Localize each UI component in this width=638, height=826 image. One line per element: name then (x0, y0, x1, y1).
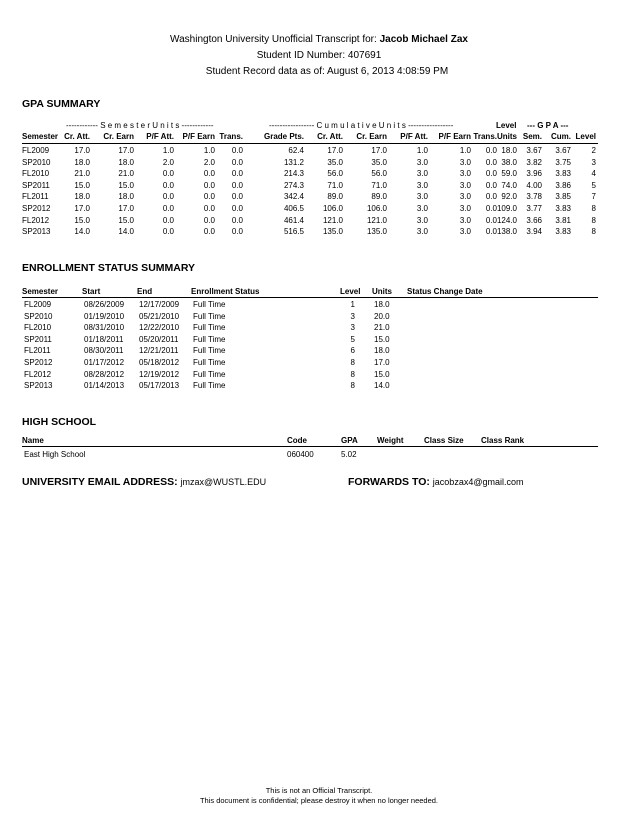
gpa-cell-0: SP2012 (22, 204, 51, 213)
gpa-cell-6: 342.4 (283, 192, 304, 202)
hs-col-header-2: GPA (341, 436, 358, 445)
gpa-cell-10: 3.0 (459, 204, 471, 213)
gpa-cell-15: 4 (591, 169, 596, 179)
gpa-col-header-9: P/F Att. (400, 132, 428, 141)
gpa-cell-6: 516.5 (283, 227, 304, 237)
enr-cell-3: Full Time (193, 300, 226, 309)
gpa-cell-11: 0.0 (485, 192, 497, 202)
gpa-cell-3: 0.0 (162, 204, 174, 213)
gpa-cell-10: 3.0 (459, 157, 471, 167)
enr-cell-2: 05/21/2010 (139, 311, 180, 321)
gpa-cell-1: 21.0 (74, 169, 90, 179)
hs-cell-1: 060400 (287, 450, 314, 459)
enr-cell-1: 08/28/2012 (84, 369, 125, 379)
gpa-cell-3: 1.0 (162, 146, 174, 155)
enr-cell-1: 01/19/2010 (84, 311, 125, 321)
gpa-cell-14: 3.67 (555, 146, 571, 155)
gpa-cell-3: 0.0 (162, 215, 174, 225)
gpa-cell-10: 3.0 (459, 215, 471, 225)
gpa-cell-8: 71.0 (371, 180, 387, 190)
gpa-cell-9: 3.0 (416, 215, 428, 225)
enr-cell-0: SP2012 (24, 358, 53, 367)
gpa-cell-11: 0.0 (485, 146, 497, 155)
gpa-cell-12: 109.0 (496, 204, 517, 213)
gpa-cell-14: 3.81 (555, 215, 571, 225)
semester-units-group: ------------ S e m e s t e r U n i t s ------------ (66, 121, 214, 130)
gpa-cell-14: 3.75 (555, 157, 571, 167)
gpa-cell-7: 89.0 (327, 192, 343, 202)
enr-cell-4: 1 (350, 300, 355, 309)
gpa-cell-5: 0.0 (231, 169, 243, 179)
enr-cell-3: Full Time (193, 346, 226, 356)
enr-cell-0: SP2011 (24, 334, 52, 344)
gpa-cell-9: 3.0 (416, 204, 428, 213)
gpa-cell-15: 5 (591, 180, 596, 190)
enr-cell-3: Full Time (193, 334, 226, 344)
gpa-cell-13: 3.77 (526, 204, 542, 213)
enr-cell-4: 8 (350, 381, 355, 391)
gpa-cell-14: 3.85 (555, 192, 571, 202)
gpa-cell-1: 17.0 (74, 204, 90, 213)
gpa-cell-9: 3.0 (416, 157, 428, 167)
gpa-cell-4: 0.0 (203, 204, 215, 213)
gpa-cell-3: 0.0 (162, 192, 174, 202)
gpa-cell-12: 59.0 (501, 169, 517, 179)
gpa-cell-0: SP2011 (22, 180, 50, 190)
gpa-col-header-7: Cr. Att. (317, 132, 343, 141)
gpa-col-header-13: Sem. (522, 132, 542, 141)
gpa-cell-4: 2.0 (203, 157, 215, 167)
enrollment-divider (22, 297, 598, 298)
gpa-cell-0: FL2009 (22, 146, 50, 155)
enr-cell-3: Full Time (193, 311, 226, 321)
enr-cell-1: 01/18/2011 (84, 334, 124, 344)
gpa-cell-8: 17.0 (371, 146, 387, 155)
gpa-col-header-1: Cr. Att. (64, 132, 90, 141)
enr-cell-4: 5 (350, 334, 355, 344)
enr-cell-0: FL2009 (24, 300, 52, 309)
gpa-cell-3: 0.0 (162, 169, 174, 179)
title-prefix: Washington University Unofficial Transcript for: (170, 34, 377, 45)
gpa-cell-15: 8 (591, 227, 596, 237)
enr-cell-5: 21.0 (374, 323, 390, 333)
enr-cell-1: 08/31/2010 (84, 323, 125, 333)
transcript-title (0, 34, 638, 45)
gpa-cell-2: 18.0 (118, 157, 134, 167)
forward-line (348, 476, 523, 488)
hs-col-header-1: Code (287, 436, 307, 445)
enr-cell-4: 6 (350, 346, 355, 356)
gpa-cell-3: 2.0 (162, 157, 174, 167)
enr-cell-2: 05/20/2011 (139, 334, 179, 344)
gpa-cell-11: 0.0 (485, 215, 497, 225)
gpa-cell-1: 18.0 (74, 157, 90, 167)
gpa-cell-0: FL2012 (22, 215, 50, 225)
gpa-col-header-6: Grade Pts. (263, 132, 304, 141)
gpa-col-header-5: Trans. (219, 132, 243, 141)
gpa-cell-9: 1.0 (416, 146, 428, 155)
gpa-cell-9: 3.0 (416, 180, 428, 190)
gpa-cell-0: FL2010 (22, 169, 50, 179)
enr-cell-2: 12/17/2009 (139, 300, 180, 309)
gpa-cell-15: 8 (591, 204, 596, 213)
gpa-cell-10: 1.0 (459, 146, 471, 155)
gpa-cell-13: 3.96 (526, 169, 542, 179)
gpa-cell-4: 0.0 (203, 227, 215, 237)
gpa-cell-12: 92.0 (501, 192, 517, 202)
gpa-cell-6: 131.2 (283, 157, 304, 167)
gpa-cell-11: 0.0 (485, 157, 497, 167)
student-name: Jacob Michael Zax (379, 34, 468, 45)
gpa-cell-1: 14.0 (74, 227, 90, 237)
level-group: Level (496, 121, 517, 130)
gpa-cell-13: 3.82 (526, 157, 542, 167)
enr-cell-2: 05/18/2012 (139, 358, 180, 367)
gpa-cell-5: 0.0 (231, 192, 243, 202)
gpa-cell-2: 17.0 (118, 146, 134, 155)
gpa-cell-6: 214.3 (283, 169, 304, 179)
gpa-cell-1: 15.0 (74, 180, 90, 190)
gpa-cell-4: 0.0 (203, 169, 215, 179)
gpa-cell-12: 124.0 (496, 215, 517, 225)
gpa-cell-14: 3.83 (555, 204, 571, 213)
gpa-cell-11: 0.0 (485, 169, 497, 179)
enr-cell-1: 01/14/2013 (84, 381, 125, 391)
student-id: Student ID Number: 407691 (256, 50, 382, 61)
enr-cell-2: 12/21/2011 (139, 346, 179, 356)
gpa-cell-9: 3.0 (416, 227, 428, 237)
gpa-cell-11: 0.0 (485, 180, 497, 190)
gpa-cell-7: 135.0 (322, 227, 343, 237)
enr-cell-2: 12/22/2010 (139, 323, 180, 333)
enr-cell-5: 14.0 (374, 381, 390, 391)
gpa-cell-7: 121.0 (322, 215, 343, 225)
enr-cell-3: Full Time (193, 358, 226, 367)
enr-cell-4: 3 (350, 323, 355, 333)
gpa-cell-8: 35.0 (371, 157, 387, 167)
gpa-cell-15: 7 (591, 192, 596, 202)
footer-line-1: This is not an Official Transcript. (265, 786, 373, 795)
gpa-cell-10: 3.0 (459, 169, 471, 179)
gpa-col-header-8: Cr. Earn (356, 132, 387, 141)
enr-cell-4: 8 (350, 369, 355, 379)
record-date: Student Record data as of: August 6, 2013 4:08:59 PM (205, 66, 449, 77)
gpa-cell-8: 106.0 (366, 204, 387, 213)
gpa-summary-title: GPA SUMMARY (22, 98, 101, 110)
hs-cell-2: 5.02 (341, 450, 357, 459)
gpa-cell-4: 1.0 (203, 146, 215, 155)
gpa-cell-5: 0.0 (231, 215, 243, 225)
gpa-cell-12: 138.0 (496, 227, 517, 237)
gpa-cell-0: SP2010 (22, 157, 51, 167)
gpa-cell-13: 3.94 (526, 227, 542, 237)
gpa-cell-7: 35.0 (327, 157, 343, 167)
enr-col-header-0: Semester (22, 287, 59, 296)
enr-col-header-2: End (137, 287, 153, 296)
gpa-cell-13: 3.67 (526, 146, 542, 155)
gpa-cell-6: 62.4 (288, 146, 304, 155)
enr-cell-0: FL2012 (24, 369, 52, 379)
gpa-cell-5: 0.0 (231, 204, 243, 213)
enr-cell-1: 08/30/2011 (84, 346, 124, 356)
enr-cell-5: 18.0 (374, 346, 390, 356)
gpa-cell-14: 3.83 (555, 169, 571, 179)
hs-col-header-3: Weight (377, 436, 404, 445)
gpa-cell-13: 4.00 (526, 180, 542, 190)
gpa-cell-5: 0.0 (231, 146, 243, 155)
hs-col-header-0: Name (22, 436, 44, 445)
email-line (22, 476, 266, 488)
gpa-cell-7: 71.0 (327, 180, 343, 190)
enr-col-header-5: Units (372, 287, 392, 296)
forward-value: jacobzax4@gmail.com (432, 477, 524, 487)
enrollment-title: ENROLLMENT STATUS SUMMARY (22, 262, 196, 274)
gpa-cell-0: FL2011 (22, 192, 49, 202)
enr-cell-1: 08/26/2009 (84, 300, 125, 309)
gpa-col-header-15: Level (575, 132, 596, 141)
gpa-cell-6: 406.5 (283, 204, 304, 213)
gpa-cell-10: 3.0 (459, 227, 471, 237)
gpa-cell-11: 0.0 (485, 227, 497, 237)
gpa-col-header-0: Semester (22, 132, 59, 141)
gpa-cell-6: 461.4 (283, 215, 304, 225)
gpa-cell-8: 121.0 (366, 215, 387, 225)
gpa-col-header-2: Cr. Earn (103, 132, 134, 141)
gpa-col-header-10: P/F Earn (438, 132, 471, 141)
enr-cell-0: FL2010 (24, 323, 52, 333)
gpa-cell-10: 3.0 (459, 180, 471, 190)
gpa-cell-2: 14.0 (118, 227, 134, 237)
gpa-col-header-3: P/F Att. (146, 132, 174, 141)
gpa-cell-1: 15.0 (74, 215, 90, 225)
gpa-cell-3: 0.0 (162, 227, 174, 237)
enr-cell-1: 01/17/2012 (84, 358, 125, 367)
gpa-cell-5: 0.0 (231, 227, 243, 237)
enr-cell-3: Full Time (193, 381, 226, 391)
gpa-cell-13: 3.78 (526, 192, 542, 202)
enr-cell-5: 15.0 (374, 369, 390, 379)
gpa-cell-5: 0.0 (231, 157, 243, 167)
high-school-title: HIGH SCHOOL (22, 416, 97, 428)
enr-col-header-6: Status Change Date (407, 287, 483, 296)
gpa-cell-6: 274.3 (283, 180, 304, 190)
hs-col-header-4: Class Size (424, 436, 464, 445)
gpa-cell-3: 0.0 (162, 180, 174, 190)
enr-col-header-1: Start (82, 287, 101, 296)
gpa-col-header-14: Cum. (551, 132, 571, 141)
enr-cell-4: 8 (350, 358, 355, 367)
enr-cell-5: 17.0 (374, 358, 390, 367)
gpa-cell-2: 17.0 (118, 204, 134, 213)
gpa-cell-9: 3.0 (416, 169, 428, 179)
enr-cell-5: 20.0 (374, 311, 390, 321)
gpa-cell-8: 56.0 (371, 169, 387, 179)
gpa-cell-7: 17.0 (327, 146, 343, 155)
gpa-cell-2: 15.0 (118, 215, 134, 225)
gpa-cell-4: 0.0 (203, 180, 215, 190)
gpa-cell-8: 89.0 (371, 192, 387, 202)
footer-line-2: This document is confidential; please destroy it when no longer needed. (199, 796, 439, 805)
gpa-cell-15: 3 (591, 157, 596, 167)
gpa-cell-10: 3.0 (459, 192, 471, 202)
gpa-col-header-4: P/F Earn (182, 132, 215, 141)
enr-cell-5: 18.0 (374, 300, 390, 309)
high-school-divider (22, 446, 598, 447)
enr-cell-3: Full Time (193, 323, 226, 333)
gpa-cell-13: 3.66 (526, 215, 542, 225)
gpa-cell-4: 0.0 (203, 192, 215, 202)
enr-cell-0: SP2010 (24, 311, 53, 321)
gpa-cell-8: 135.0 (366, 227, 387, 237)
enr-cell-0: FL2011 (24, 346, 51, 356)
gpa-cell-5: 0.0 (231, 180, 243, 190)
email-label: UNIVERSITY EMAIL ADDRESS: (22, 476, 178, 488)
enr-cell-3: Full Time (193, 369, 226, 379)
gpa-cell-2: 18.0 (118, 192, 134, 202)
enr-col-header-4: Level (340, 287, 361, 296)
gpa-cell-12: 18.0 (501, 146, 517, 155)
gpa-cell-9: 3.0 (416, 192, 428, 202)
gpa-cell-14: 3.83 (555, 227, 571, 237)
gpa-cell-2: 21.0 (118, 169, 134, 179)
enr-cell-0: SP2013 (24, 381, 53, 391)
enr-cell-2: 05/17/2013 (139, 381, 180, 391)
forward-label: FORWARDS TO: (348, 476, 430, 488)
gpa-cell-2: 15.0 (118, 180, 134, 190)
gpa-cell-11: 0.0 (485, 204, 497, 213)
gpa-cell-12: 38.0 (501, 157, 517, 167)
gpa-cell-7: 56.0 (327, 169, 343, 179)
gpa-col-header-12: Units (497, 132, 517, 141)
gpa-cell-7: 106.0 (322, 204, 343, 213)
gpa-cell-15: 8 (591, 215, 596, 225)
gpa-group: --- G P A --- (527, 121, 569, 130)
enr-cell-5: 15.0 (374, 334, 390, 344)
gpa-col-header-11: Trans. (473, 132, 497, 141)
enr-col-header-3: Enrollment Status (191, 287, 260, 296)
hs-cell-0: East High School (24, 450, 86, 459)
gpa-cell-0: SP2013 (22, 227, 51, 237)
gpa-cell-15: 2 (591, 146, 596, 155)
gpa-cell-12: 74.0 (501, 180, 517, 190)
enr-cell-2: 12/19/2012 (139, 369, 180, 379)
gpa-cell-14: 3.86 (555, 180, 571, 190)
enr-cell-4: 3 (350, 311, 355, 321)
gpa-cell-1: 18.0 (74, 192, 90, 202)
gpa-divider (22, 143, 598, 144)
hs-col-header-5: Class Rank (481, 436, 525, 445)
cumulative-units-group: ----------------- C u m u l a t i v e U n i t s ----------------- (269, 121, 454, 130)
gpa-cell-4: 0.0 (203, 215, 215, 225)
gpa-cell-1: 17.0 (74, 146, 90, 155)
email-value: jmzax@WUSTL.EDU (180, 477, 267, 487)
